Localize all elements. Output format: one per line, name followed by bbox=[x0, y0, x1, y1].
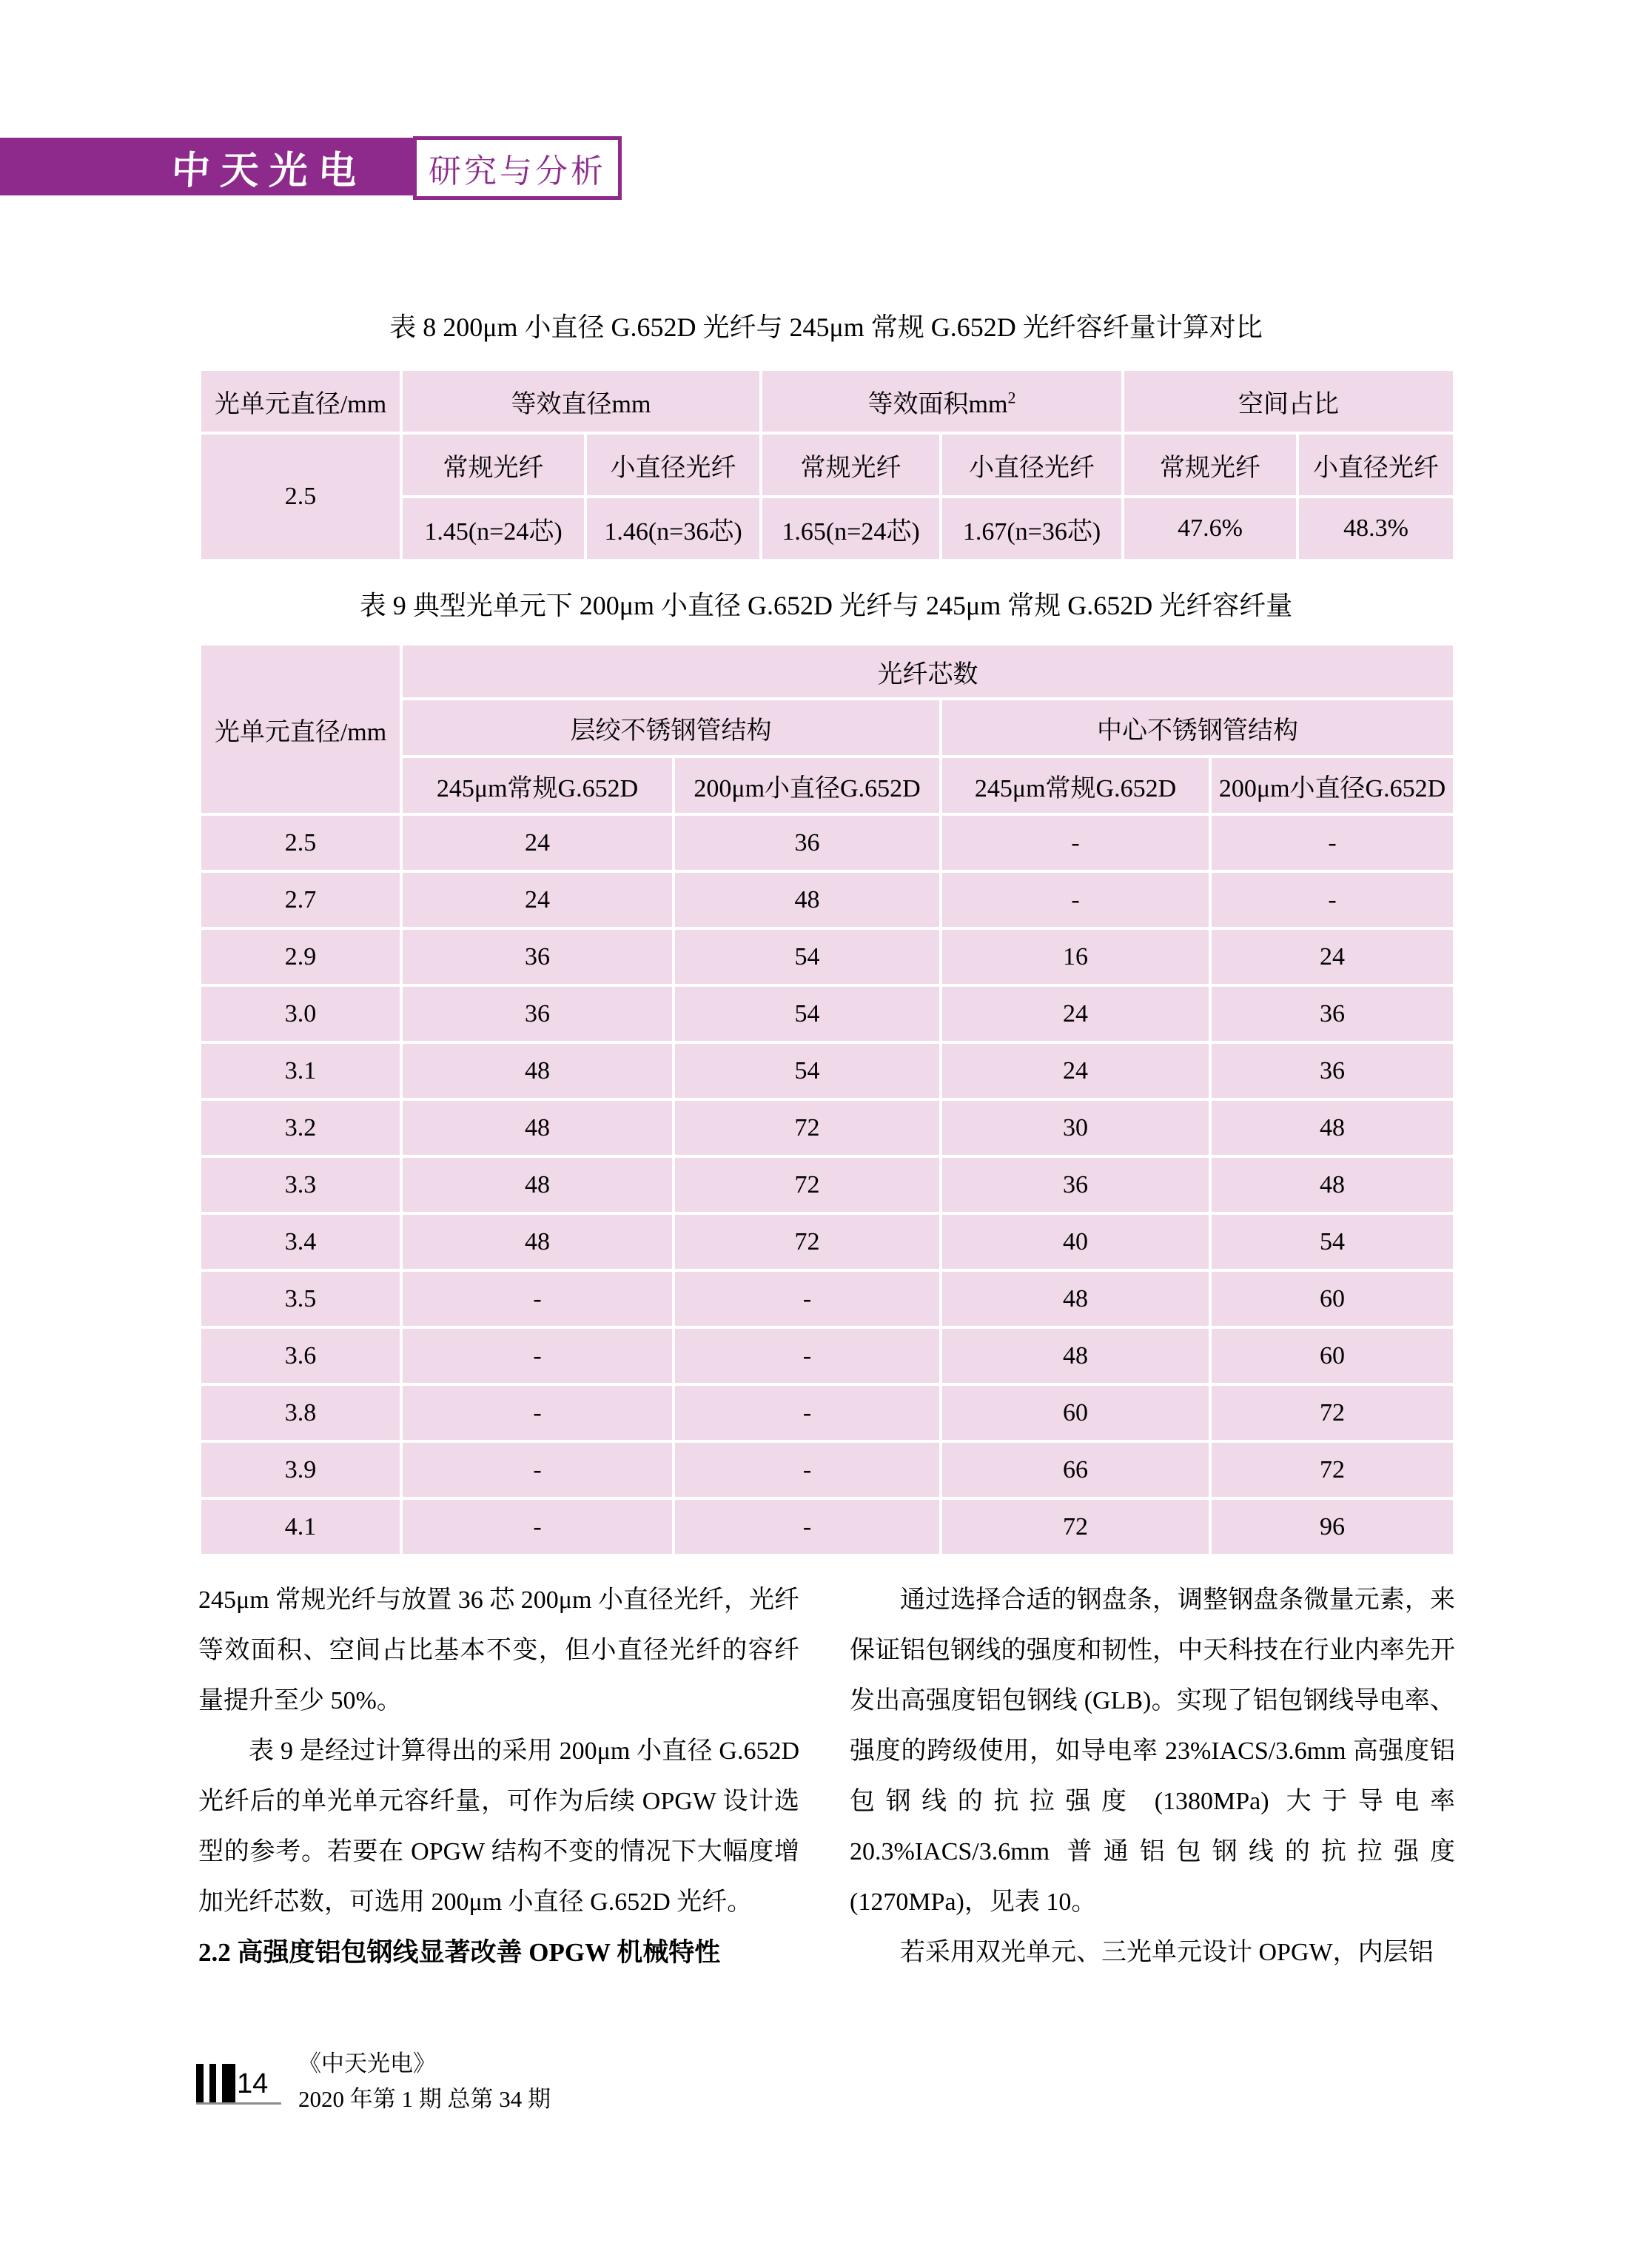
fiber-count-cell: 48 bbox=[401, 1042, 674, 1099]
column-header: 光单元直径/mm bbox=[200, 644, 401, 814]
diameter-cell: 3.8 bbox=[200, 1384, 401, 1441]
fiber-count-cell: - bbox=[401, 1384, 674, 1441]
fiber-count-cell: 16 bbox=[941, 928, 1210, 985]
fiber-count-cell: 36 bbox=[1210, 985, 1454, 1042]
table-row bbox=[200, 644, 1454, 699]
value-cell: 48.3% bbox=[1297, 497, 1454, 560]
table-row bbox=[200, 871, 1454, 928]
group-header: 中心不锈钢管结构 bbox=[941, 699, 1454, 757]
group-header bbox=[761, 369, 1123, 433]
fiber-count-cell: - bbox=[401, 1498, 674, 1555]
fiber-count-cell: - bbox=[674, 1441, 941, 1498]
fiber-count-cell: - bbox=[401, 1270, 674, 1327]
fiber-count-cell: - bbox=[1210, 871, 1454, 928]
diameter-cell: 2.5 bbox=[200, 814, 401, 871]
paragraph: 通过选择合适的钢盘条，调整钢盘条微量元素，来保证铝包钢线的强度和韧性，中天科技在行业内率先开发出高强度铝包钢线 (GLB)。实现了铝包钢线导电率、强度的跨级使用，如导电率 23%IACS/3.6mm 高强度铝包钢线的抗拉强度 (1380MPa) 大于导电率 20.3%IACS/3.6mm 普通铝包钢线的抗拉强度 (1270MPa)，见表 10。 bbox=[850, 1586, 1455, 1916]
paragraph: 表 9 是经过计算得出的采用 200μm 小直径 G.652D 光纤后的单光单元容纤量，可作为后续 OPGW 设计选型的参考。若要在 OPGW 结构不变的情况下大幅度增加光纤芯数，可选用 200μm 小直径 G.652D 光纤。 bbox=[198, 1737, 799, 1916]
diameter-cell: 3.6 bbox=[200, 1327, 401, 1384]
fiber-count-cell: 36 bbox=[941, 1156, 1210, 1213]
fiber-count-cell: 36 bbox=[1210, 1042, 1454, 1099]
sub-header: 小直径光纤 bbox=[585, 433, 761, 497]
fiber-count-cell: - bbox=[674, 1270, 941, 1327]
table-row bbox=[200, 433, 1454, 497]
table-row bbox=[200, 369, 1454, 433]
fiber-count-cell: 72 bbox=[674, 1099, 941, 1156]
table-row bbox=[200, 1270, 1454, 1327]
fiber-count-cell: 24 bbox=[401, 814, 674, 871]
fiber-count-cell: - bbox=[674, 1498, 941, 1555]
fiber-count-cell: 48 bbox=[401, 1213, 674, 1270]
table9-title: 表 9 典型光单元下 200μm 小直径 G.652D 光纤与 245μm 常规 G.652D 光纤容纤量 bbox=[359, 591, 1293, 620]
diameter-cell: 4.1 bbox=[200, 1498, 401, 1555]
fiber-count-cell: 40 bbox=[941, 1213, 1210, 1270]
fiber-count-cell: 48 bbox=[401, 1099, 674, 1156]
diameter-cell: 3.3 bbox=[200, 1156, 401, 1213]
table-row bbox=[200, 1441, 1454, 1498]
diameter-cell: 2.7 bbox=[200, 871, 401, 928]
value-cell: 47.6% bbox=[1123, 497, 1297, 560]
table-row bbox=[200, 1099, 1454, 1156]
table-row bbox=[200, 1327, 1454, 1384]
paragraph: 若采用双光单元、三光单元设计 OPGW，内层铝 bbox=[900, 1939, 1434, 1966]
section-label: 研究与分析 bbox=[429, 153, 606, 190]
diameter-cell: 2.9 bbox=[200, 928, 401, 985]
diameter-cell: 3.4 bbox=[200, 1213, 401, 1270]
table-row bbox=[200, 814, 1454, 871]
value-cell: 1.45(n=24芯) bbox=[401, 497, 585, 560]
table9 bbox=[198, 643, 1456, 1557]
table8 bbox=[198, 368, 1456, 562]
value-cell: 1.67(n=36芯) bbox=[941, 497, 1123, 560]
section-heading: 2.2 高强度铝包钢线显著改善 OPGW 机械特性 bbox=[198, 1938, 721, 1967]
paragraph: 245μm 常规光纤与放置 36 芯 200μm 小直径光纤，光纤等效面积、空间占比基本不变，但小直径光纤的容纤量提升至少 50%。 bbox=[198, 1586, 799, 1714]
fiber-count-cell: 48 bbox=[941, 1327, 1210, 1384]
body-left-column bbox=[198, 1575, 799, 1978]
table-row bbox=[200, 1042, 1454, 1099]
group-header: 空间占比 bbox=[1123, 369, 1454, 433]
fiber-count-cell: 72 bbox=[941, 1498, 1210, 1555]
table-row bbox=[200, 1498, 1454, 1555]
diameter-cell: 2.5 bbox=[200, 433, 401, 560]
sub-header: 小直径光纤 bbox=[941, 433, 1123, 497]
page-number: 14 bbox=[237, 2068, 269, 2099]
fiber-count-cell: 48 bbox=[1210, 1156, 1454, 1213]
fiber-count-cell: 72 bbox=[1210, 1384, 1454, 1441]
fiber-count-cell: 36 bbox=[401, 928, 674, 985]
group-header-label: 等效面积mm bbox=[867, 390, 1008, 418]
sub-header: 常规光纤 bbox=[761, 433, 941, 497]
fiber-count-cell: 72 bbox=[1210, 1441, 1454, 1498]
superscript: 2 bbox=[1007, 388, 1016, 407]
fiber-count-cell: 24 bbox=[401, 871, 674, 928]
sub-header: 245μm常规G.652D bbox=[941, 757, 1210, 814]
fiber-count-cell: 54 bbox=[674, 985, 941, 1042]
bar-icon bbox=[222, 2064, 235, 2104]
sub-header: 245μm常规G.652D bbox=[401, 757, 674, 814]
brand-banner bbox=[0, 138, 413, 195]
diameter-cell: 3.0 bbox=[200, 985, 401, 1042]
fiber-count-cell: 60 bbox=[941, 1384, 1210, 1441]
table-row bbox=[200, 985, 1454, 1042]
issue-info: 2020 年第 1 期 总第 34 期 bbox=[298, 2086, 551, 2112]
table-row bbox=[200, 928, 1454, 985]
fiber-count-cell: 72 bbox=[674, 1156, 941, 1213]
fiber-count-cell: - bbox=[401, 1441, 674, 1498]
fiber-count-cell: 24 bbox=[1210, 928, 1454, 985]
fiber-count-cell: 66 bbox=[941, 1441, 1210, 1498]
fiber-count-cell: - bbox=[941, 814, 1210, 871]
group-header: 层绞不锈钢管结构 bbox=[401, 699, 941, 757]
brand-logo: 中天光电 bbox=[170, 147, 369, 193]
fiber-count-cell: 54 bbox=[674, 928, 941, 985]
fiber-count-cell: 30 bbox=[941, 1099, 1210, 1156]
fiber-count-cell: 24 bbox=[941, 1042, 1210, 1099]
page-marker-icon bbox=[196, 2064, 235, 2104]
diameter-cell: 3.9 bbox=[200, 1441, 401, 1498]
fiber-count-cell: - bbox=[401, 1327, 674, 1384]
fiber-count-cell: 48 bbox=[674, 871, 941, 928]
fiber-count-cell: 48 bbox=[1210, 1099, 1454, 1156]
table8-title: 表 8 200μm 小直径 G.652D 光纤与 245μm 常规 G.652D 光纤容纤量计算对比 bbox=[389, 312, 1263, 342]
diameter-cell: 3.2 bbox=[200, 1099, 401, 1156]
column-header: 光单元直径/mm bbox=[200, 369, 401, 433]
fiber-count-cell: 54 bbox=[1210, 1213, 1454, 1270]
fiber-count-cell: 60 bbox=[1210, 1327, 1454, 1384]
sub-header: 小直径光纤 bbox=[1297, 433, 1454, 497]
footer-rule bbox=[196, 2102, 281, 2105]
group-header: 等效直径mm bbox=[401, 369, 761, 433]
table-row bbox=[200, 1156, 1454, 1213]
diameter-cell: 3.5 bbox=[200, 1270, 401, 1327]
value-cell: 1.65(n=24芯) bbox=[761, 497, 941, 560]
fiber-count-cell: 96 bbox=[1210, 1498, 1454, 1555]
fiber-count-cell: - bbox=[674, 1327, 941, 1384]
fiber-count-cell: 24 bbox=[941, 985, 1210, 1042]
sub-header: 200μm小直径G.652D bbox=[1210, 757, 1454, 814]
bar-icon bbox=[209, 2064, 216, 2104]
diameter-cell: 3.1 bbox=[200, 1042, 401, 1099]
sub-header: 200μm小直径G.652D bbox=[674, 757, 941, 814]
table-row bbox=[200, 1213, 1454, 1270]
fiber-count-cell: - bbox=[674, 1384, 941, 1441]
table9-body bbox=[200, 814, 1454, 1555]
bar-icon bbox=[196, 2064, 204, 2104]
fiber-count-cell: 36 bbox=[401, 985, 674, 1042]
value-cell: 1.46(n=36芯) bbox=[585, 497, 761, 560]
fiber-count-cell: - bbox=[1210, 814, 1454, 871]
fiber-count-cell: 48 bbox=[401, 1156, 674, 1213]
fiber-count-cell: 48 bbox=[941, 1270, 1210, 1327]
journal-name: 《中天光电》 bbox=[298, 2051, 436, 2076]
span-header: 光纤芯数 bbox=[401, 644, 1454, 699]
sub-header: 常规光纤 bbox=[1123, 433, 1297, 497]
body-right-column bbox=[850, 1575, 1455, 1978]
fiber-count-cell: 72 bbox=[674, 1213, 941, 1270]
table-row bbox=[200, 1384, 1454, 1441]
section-tag-box bbox=[413, 136, 622, 200]
fiber-count-cell: - bbox=[941, 871, 1210, 928]
sub-header: 常规光纤 bbox=[401, 433, 585, 497]
fiber-count-cell: 36 bbox=[674, 814, 941, 871]
fiber-count-cell: 54 bbox=[674, 1042, 941, 1099]
fiber-count-cell: 60 bbox=[1210, 1270, 1454, 1327]
